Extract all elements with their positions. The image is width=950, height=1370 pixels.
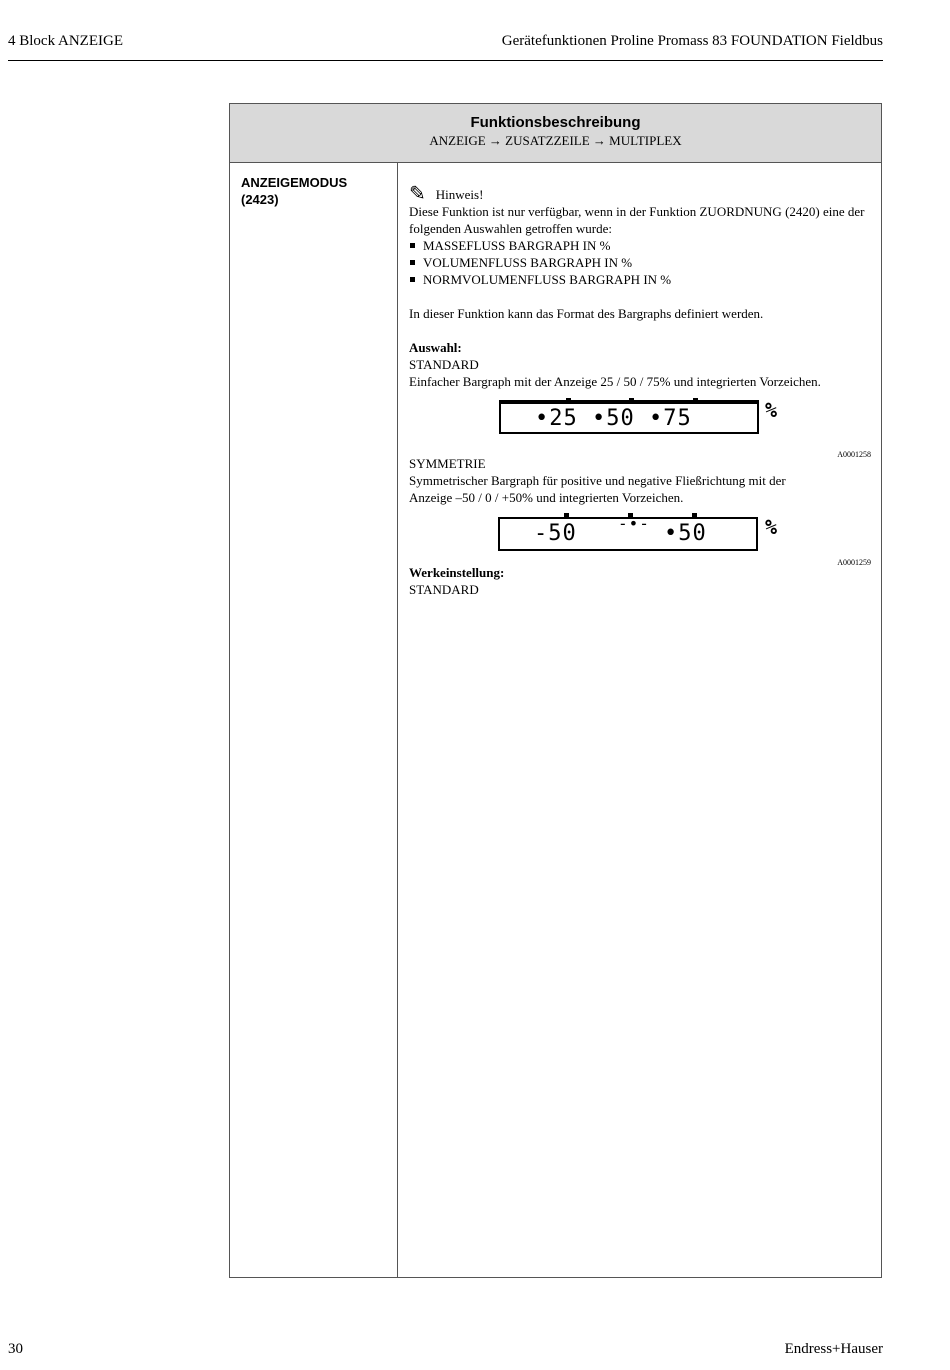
note-text-1: Diese Funktion ist nur verfügbar, wenn in der Funktion ZUORDNUNG (2420) eine der xyxy=(409,204,865,219)
function-code: (2423) xyxy=(241,192,279,207)
werk-label: Werkeinstellung: xyxy=(409,565,505,580)
header-section: 4 Block ANZEIGE xyxy=(8,33,123,49)
lcd-display xyxy=(498,514,758,551)
tick-mark xyxy=(629,398,634,403)
auswahl-label: Auswahl: xyxy=(409,340,462,355)
figure-id: A0001258 xyxy=(837,450,871,459)
intro-text: In dieser Funktion kann das Format des Bargraphs definiert werden. xyxy=(409,306,764,321)
werk-value: STANDARD xyxy=(409,582,479,597)
brand-name: Endress+Hauser xyxy=(784,1341,883,1357)
option1-name: STANDARD xyxy=(409,357,479,372)
option-list xyxy=(409,237,871,288)
column-divider xyxy=(397,163,398,1278)
note-label: Hinweis! xyxy=(435,187,484,202)
option2-name: SYMMETRIE xyxy=(409,456,486,471)
tick-mark xyxy=(692,513,697,518)
pencil-icon: ✎ xyxy=(409,183,426,205)
figure-id: A0001259 xyxy=(837,558,871,567)
option1-desc: Einfacher Bargraph mit der Anzeige 25 / 50 / 75% und integrierten Vorzeichen. xyxy=(409,374,821,389)
tick-mark xyxy=(564,513,569,518)
header-doc-title: Gerätefunktionen Proline Promass 83 FOUNDATION Fieldbus xyxy=(501,33,883,49)
tick-mark xyxy=(693,398,698,403)
function-description xyxy=(409,183,871,598)
lcd-display xyxy=(499,400,759,434)
page-number: 30 xyxy=(8,1341,23,1357)
function-label xyxy=(241,174,347,208)
tick-mark xyxy=(566,398,571,403)
lcd-left-value: -50 xyxy=(534,521,577,546)
note-text-2: folgenden Auswahlen getroffen wurde: xyxy=(409,221,613,236)
list-item: MASSEFLUSS BARGRAPH IN % xyxy=(409,237,871,254)
option2-desc-2: Anzeige –50 / 0 / +50% und integrierten Vorzeichen. xyxy=(409,490,684,505)
table-header xyxy=(230,104,881,163)
list-item: VOLUMENFLUSS BARGRAPH IN % xyxy=(409,254,871,271)
percent-symbol: % xyxy=(765,398,778,422)
lcd-text: •25 •50 •75 xyxy=(535,406,692,431)
function-table xyxy=(229,103,882,1278)
standard-bargraph-figure xyxy=(409,390,871,459)
lcd-zero-marker: -•- xyxy=(618,514,650,533)
table-path: ANZEIGE → ZUSATZZEILE → MULTIPLEX xyxy=(429,133,682,148)
table-title: Funktionsbeschreibung xyxy=(470,114,641,131)
function-name: ANZEIGEMODUS xyxy=(241,175,348,190)
lcd-right-value: •50 xyxy=(664,521,707,546)
note-line xyxy=(409,183,871,205)
option2-desc-1: Symmetrischer Bargraph für positive und negative Fließrichtung mit der xyxy=(409,473,786,488)
list-item: NORMVOLUMENFLUSS BARGRAPH IN % xyxy=(409,271,871,288)
symmetric-bargraph-figure xyxy=(409,506,871,567)
header-rule xyxy=(8,60,883,61)
percent-symbol: % xyxy=(765,515,778,539)
